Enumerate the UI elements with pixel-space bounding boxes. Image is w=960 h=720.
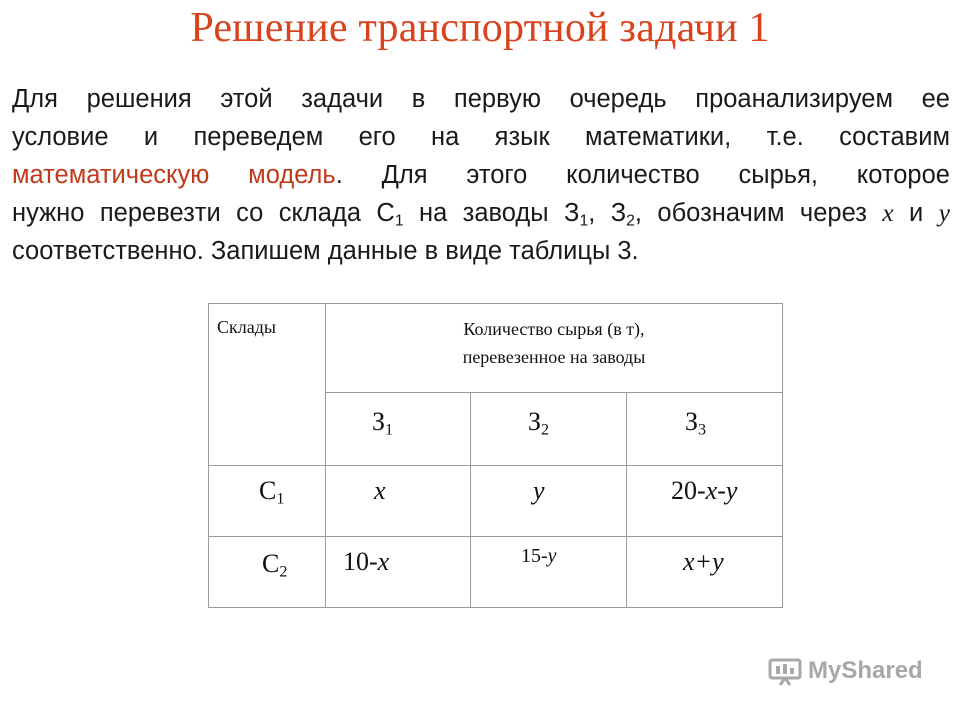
plant-2-sub: 2 xyxy=(541,421,550,439)
paragraph-line-4 xyxy=(12,194,950,232)
slide-title: Решение транспортной задачи 1 xyxy=(190,5,770,51)
cell-c2-z2 xyxy=(471,537,627,608)
cell-c1-z3 xyxy=(627,466,783,537)
value-10-var: x xyxy=(377,547,390,576)
stores-header: Склады xyxy=(217,317,276,337)
cell-c1-z1 xyxy=(326,466,471,537)
transport-table xyxy=(208,303,783,608)
store-cell-1 xyxy=(209,466,326,537)
line4-sub-3: 2 xyxy=(626,212,635,230)
value-10-num: 10- xyxy=(343,547,378,576)
value-y: y xyxy=(533,476,545,505)
paragraph-line-3-rest: . Для этого количество сырья, которое xyxy=(335,161,950,189)
value-15-y xyxy=(521,545,557,568)
line4-part-a: нужно перевезти со склада С xyxy=(12,199,395,227)
store-2-label xyxy=(262,549,287,579)
value-15-num: 15- xyxy=(521,545,548,567)
paragraph-line-5: соответственно. Запишем данные в виде таблицы 3. xyxy=(12,237,639,265)
plant-header-3 xyxy=(627,393,783,466)
math-model-term: математическую модель xyxy=(12,161,336,189)
value-20-expr: x-y xyxy=(705,476,738,505)
group-header-line-2: перевезенное на заводы xyxy=(462,347,646,367)
paragraph-line-1: Для решения этой задачи в первую очередь проанализируем ее xyxy=(12,85,950,113)
store-1-letter: С xyxy=(259,476,277,505)
table-row xyxy=(209,466,783,537)
intro-paragraph xyxy=(12,80,950,270)
store-cell-2 xyxy=(209,537,326,608)
plant-3-sub: 3 xyxy=(698,421,707,439)
plant-3-letter: З xyxy=(685,407,699,436)
line4-part-d: , обозначим через xyxy=(634,199,883,227)
group-header-line-1: Количество сырья (в т), xyxy=(463,319,645,339)
plant-header-2 xyxy=(471,393,627,466)
plant-3-label xyxy=(685,407,706,437)
store-1-sub: 1 xyxy=(276,490,285,508)
line4-part-b: на заводы З xyxy=(403,199,580,227)
line4-part-c: , З xyxy=(588,199,627,227)
group-header xyxy=(326,315,782,371)
plant-1-sub: 1 xyxy=(385,421,394,439)
corner-header-cell xyxy=(209,304,326,466)
plant-1-letter: З xyxy=(372,407,386,436)
group-header-cell xyxy=(326,304,783,393)
plant-2-label xyxy=(528,407,549,437)
cell-c2-z3 xyxy=(627,537,783,608)
line4-sub-2: 1 xyxy=(579,212,589,230)
line4-sub-1: 1 xyxy=(394,212,404,230)
store-2-sub: 2 xyxy=(279,563,288,581)
var-x: x xyxy=(882,198,894,227)
paragraph-line-3 xyxy=(12,156,950,194)
value-x: x xyxy=(374,476,386,505)
presentation-icon xyxy=(768,656,802,686)
plant-header-1 xyxy=(326,393,471,466)
store-1-label xyxy=(259,476,284,506)
watermark-text: MyShared xyxy=(808,657,923,684)
plant-2-letter: З xyxy=(528,407,542,436)
value-15-var: y xyxy=(547,545,557,567)
table-row xyxy=(209,537,783,608)
var-y: y xyxy=(938,198,950,227)
cell-c2-z1 xyxy=(326,537,471,608)
value-10-x xyxy=(343,547,389,577)
value-x-plus-y: x+y xyxy=(683,547,724,576)
myshared-watermark xyxy=(768,656,923,686)
cell-c1-z2 xyxy=(471,466,627,537)
paragraph-line-2: условие и переведем его на язык математики, т.е. составим xyxy=(12,123,950,151)
store-2-letter: С xyxy=(262,549,280,578)
value-20-x-y xyxy=(671,476,737,506)
plant-1-label xyxy=(372,407,393,437)
line4-part-e: и xyxy=(893,199,939,227)
value-20-num: 20- xyxy=(671,476,706,505)
